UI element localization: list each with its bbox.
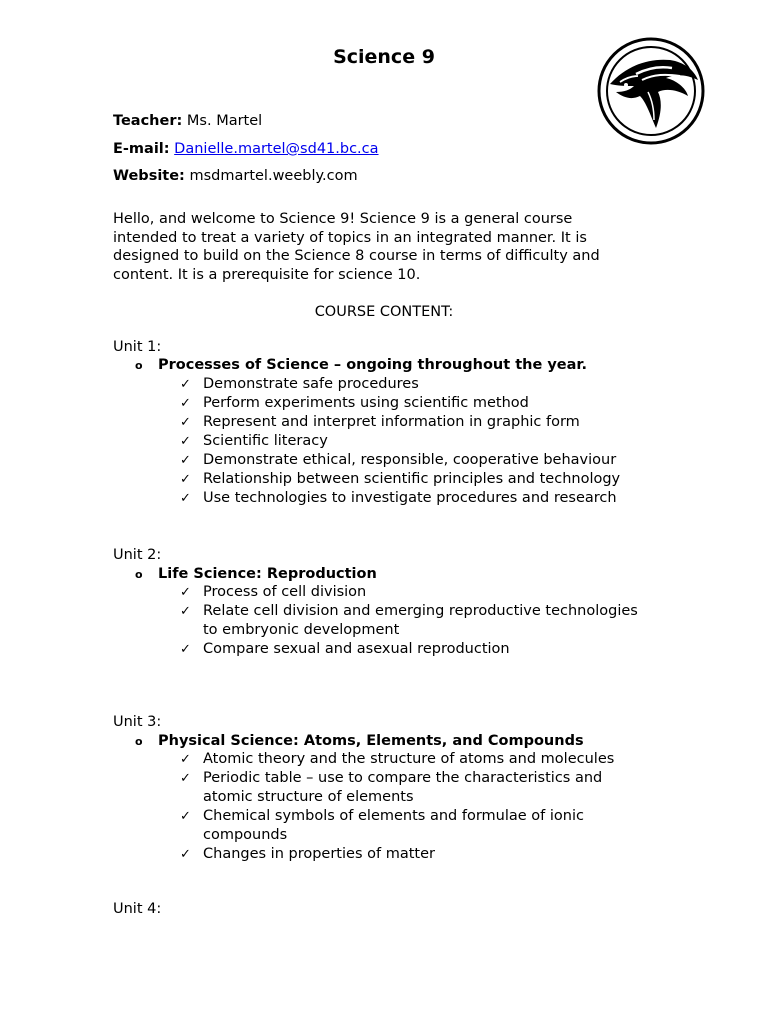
page-title: Science 9 — [333, 46, 435, 68]
list-item: ✓ Demonstrate ethical, responsible, cooperative behaviour — [180, 452, 617, 468]
unit-1-items — [180, 375, 620, 508]
checkmark-icon: ✓ — [180, 585, 191, 600]
list-item: ✓ Relate cell division and emerging reproductive technologies to embryonic development — [180, 603, 638, 638]
checkmark-icon: ✓ — [180, 377, 191, 392]
intro-line: Hello, and welcome to Science 9! Science 9 is a general course — [113, 211, 573, 227]
list-item: ✓ Periodic table – use to compare the characteristics and atomic structure of elements — [180, 770, 603, 805]
website-label: Website: — [113, 168, 185, 184]
checkmark-icon: ✓ — [180, 434, 191, 449]
bullet-icon: o — [135, 359, 143, 372]
teacher-name: Ms. Martel — [186, 113, 263, 129]
list-item: ✓ Scientific literacy — [180, 433, 328, 449]
list-item: ✓ Chemical symbols of elements and formulae of ionic compounds — [180, 808, 584, 843]
intro-line: content. It is a prerequisite for science 10. — [113, 266, 421, 283]
email-link[interactable]: Danielle.martel@sd41.bc.ca — [174, 141, 379, 157]
list-item: ✓ Represent and interpret information in graphic form — [180, 414, 580, 430]
teacher-label: Teacher: — [113, 113, 183, 129]
unit-1-heading: Unit 1: — [113, 339, 162, 355]
intro-line: designed to build on the Science 8 course in terms of difficulty and — [113, 248, 600, 264]
checkmark-icon: ✓ — [180, 771, 191, 786]
unit-1-topic — [135, 356, 587, 375]
checkmark-icon: ✓ — [180, 752, 191, 767]
topic-label: Physical Science: Atoms, Elements, and Compounds — [158, 733, 584, 749]
checkmark-icon: ✓ — [180, 847, 191, 862]
unit-3-topic — [135, 732, 584, 751]
teacher-line — [113, 111, 262, 131]
list-item: ✓ Atomic theory and the structure of atoms and molecules — [180, 751, 615, 767]
school-logo — [596, 36, 706, 146]
course-content-heading: COURSE CONTENT: — [314, 304, 454, 320]
website-line — [113, 166, 358, 186]
checkmark-icon: ✓ — [180, 415, 191, 430]
bullet-icon: o — [135, 735, 143, 748]
checkmark-icon: ✓ — [180, 809, 191, 824]
list-item: ✓ Process of cell division — [180, 584, 367, 600]
email-line — [113, 139, 379, 159]
list-item: ✓ Relationship between scientific principles and technology — [180, 471, 621, 487]
checkmark-icon: ✓ — [180, 453, 191, 468]
email-label: E-mail: — [113, 141, 170, 157]
checkmark-icon: ✓ — [180, 642, 191, 657]
topic-label: Processes of Science – ongoing throughout the year. — [158, 357, 588, 373]
checkmark-icon: ✓ — [180, 472, 191, 487]
checkmark-icon: ✓ — [180, 396, 191, 411]
bullet-icon: o — [135, 568, 143, 581]
unit-2-items — [180, 583, 638, 659]
unit-3-heading: Unit 3: — [113, 714, 162, 730]
list-item: ✓ Changes in properties of matter — [180, 846, 435, 862]
unit-4-heading: Unit 4: — [113, 901, 162, 917]
website-url: msdmartel.weebly.com — [189, 168, 358, 184]
checkmark-icon: ✓ — [180, 604, 191, 619]
unit-3-items — [180, 750, 614, 864]
topic-label: Life Science: Reproduction — [158, 566, 377, 582]
list-item: ✓ Use technologies to investigate procedures and research — [180, 490, 617, 506]
list-item: ✓ Perform experiments using scientific method — [180, 395, 529, 411]
list-item: ✓ Demonstrate safe procedures — [180, 376, 419, 392]
intro-line: intended to treat a variety of topics in an integrated manner. It is — [113, 229, 587, 246]
unit-2-topic — [135, 565, 377, 584]
checkmark-icon: ✓ — [180, 491, 191, 506]
list-item: ✓ Compare sexual and asexual reproduction — [180, 641, 510, 657]
intro-paragraph — [113, 210, 633, 284]
unit-2-heading: Unit 2: — [113, 547, 162, 563]
